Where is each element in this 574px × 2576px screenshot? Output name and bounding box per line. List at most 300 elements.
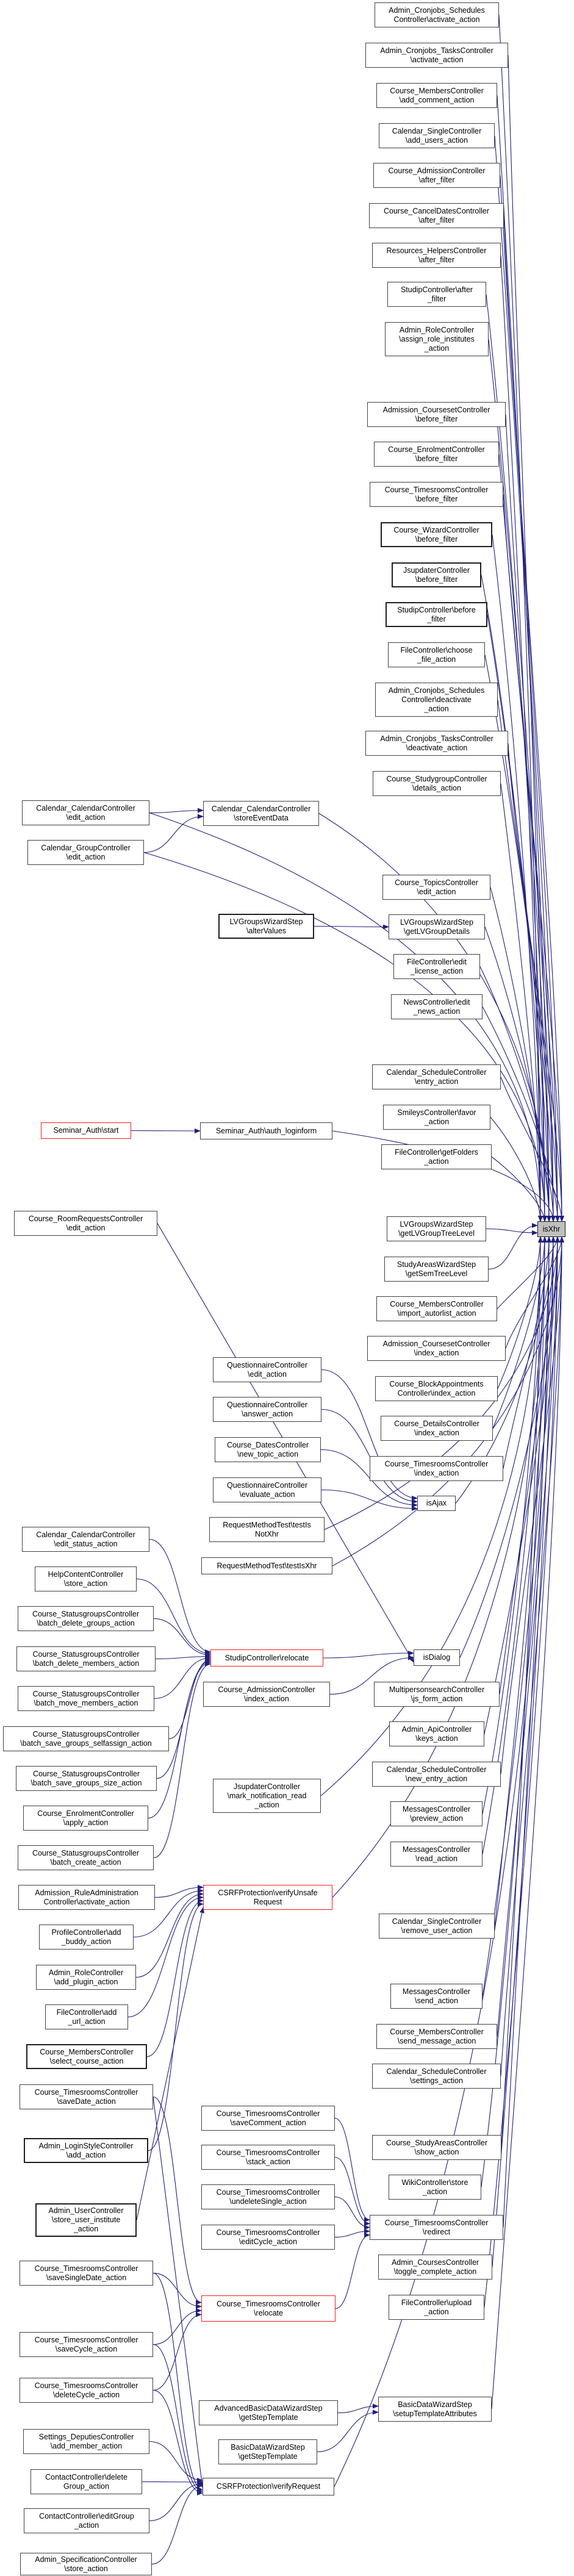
- node-label: HelpContentController: [48, 1570, 124, 1579]
- node-r43[interactable]: [372, 2135, 501, 2160]
- node-admin_user_store_inst[interactable]: [35, 2203, 137, 2237]
- edge-tt_savedate-to-csrf_verify: [153, 2097, 203, 2488]
- node-label: Group_action: [63, 2481, 110, 2491]
- node-label: \index_action: [414, 1348, 459, 1357]
- node-label: _url_action: [68, 2017, 106, 2026]
- node-r42[interactable]: [372, 2064, 501, 2089]
- node-r36[interactable]: [372, 1762, 501, 1787]
- node-label: Course_TimesroomsController: [34, 2264, 138, 2273]
- node-label: \before_filter: [415, 494, 458, 503]
- node-label: \alterValues: [246, 926, 287, 935]
- edge-batch_delete_members-to-studip_relocate: [156, 1657, 210, 1659]
- node-label: \setupTemplateAttributes: [393, 2409, 477, 2418]
- node-label: \saveComment_action: [230, 2118, 306, 2127]
- node-label: \add_member_action: [50, 2441, 123, 2450]
- node-label: Course_StatusgroupsController: [32, 1848, 140, 1857]
- edge-loginstyle_add-to-csrf_verify_unsafe: [148, 1904, 203, 2151]
- edge-q_evaluate-to-isajax: [321, 1490, 417, 1509]
- node-label: Course_StudygroupController: [386, 774, 487, 783]
- node-tt_savesingledate[interactable]: [20, 2261, 153, 2286]
- node-label: \store_action: [63, 1579, 108, 1588]
- node-label: \before_filter: [415, 534, 458, 544]
- node-label: Admin_Cronjobs_TasksController: [380, 734, 493, 743]
- node-label: Course_BlockAppointments: [389, 1379, 484, 1388]
- node-loginstyle_add[interactable]: [24, 2138, 148, 2163]
- node-label: Course_EnrolmentController: [388, 445, 485, 454]
- node-tt_savecomment[interactable]: [201, 2106, 335, 2131]
- node-label: \preview_action: [410, 1814, 463, 1823]
- node-label: \read_action: [415, 1854, 457, 1863]
- node-label: \batch_create_action: [50, 1857, 121, 1867]
- node-label: Calendar_ScheduleController: [386, 1067, 487, 1077]
- edge-r31-to-isxhr: [498, 1237, 540, 1389]
- node-members_select_course[interactable]: [26, 2044, 147, 2069]
- node-contact_editgroup[interactable]: [24, 2508, 149, 2533]
- node-label: \activate_action: [410, 55, 464, 64]
- node-r03[interactable]: [376, 83, 497, 108]
- node-label: Course_TopicsController: [395, 878, 478, 887]
- node-label: \deleteCycle_action: [52, 2390, 120, 2399]
- node-label: \select_course_action: [49, 2056, 124, 2065]
- node-label: \new_entry_action: [405, 1774, 468, 1783]
- node-enrolment_apply[interactable]: [23, 1806, 148, 1831]
- node-label: Admin_Cronjobs_Schedules: [388, 686, 485, 695]
- node-label: _action: [73, 2225, 99, 2233]
- edge-rule_admin_activate-to-csrf_verify_unsafe: [155, 1887, 203, 1898]
- node-label: NotXhr: [255, 1529, 279, 1538]
- node-label: Course_AdmissionController: [388, 166, 486, 175]
- node-label: isDialog: [423, 1653, 451, 1662]
- node-label: MessagesController: [402, 1987, 471, 1996]
- edge-tt_savecycle-to-csrf_verify: [153, 2345, 203, 2492]
- node-label: \new_topic_action: [237, 1449, 299, 1458]
- node-label: \send_action: [415, 1996, 458, 2005]
- node-label: \edit_action: [66, 813, 106, 822]
- node-label: \editCycle_action: [239, 2237, 298, 2246]
- node-label: BasicDataWizardStep: [398, 2400, 472, 2409]
- node-label: _action: [424, 1117, 450, 1126]
- node-label: FileController\edit: [407, 957, 467, 966]
- edge-tt_editcycle-to-r45: [335, 2231, 370, 2237]
- node-label: LVGroupsWizardStep: [229, 917, 303, 926]
- node-label: Calendar_GroupController: [41, 843, 131, 852]
- node-testisnotxhr[interactable]: [209, 1517, 325, 1542]
- edge-r45-to-isxhr: [503, 1237, 549, 2228]
- node-r13[interactable]: [381, 522, 492, 547]
- node-cal_group_edit[interactable]: [27, 840, 144, 865]
- node-label: \edit_action: [248, 1369, 287, 1379]
- node-label: \settings_action: [410, 2076, 463, 2085]
- node-r09[interactable]: [385, 322, 489, 356]
- node-q_evaluate[interactable]: [213, 1477, 321, 1502]
- node-label: \toggle_complete_action: [393, 2267, 477, 2276]
- node-tt_stack[interactable]: [201, 2145, 335, 2170]
- node-r16[interactable]: [388, 642, 485, 667]
- node-label: Admission_CoursesetController: [382, 1339, 490, 1348]
- node-r20[interactable]: [382, 875, 490, 900]
- node-label: \add_comment_action: [399, 95, 475, 104]
- edge-file_add_url-to-csrf_verify_unsafe: [128, 1898, 203, 2017]
- node-label: Course_TimesroomsController: [384, 1459, 489, 1468]
- node-label: Settings_DeputiesController: [38, 2432, 134, 2441]
- edge-tt_deletecycle-to-tt_relocate: [153, 2315, 201, 2391]
- node-label: ProfileController\add: [51, 1928, 121, 1937]
- node-tt_savedate[interactable]: [20, 2084, 153, 2109]
- node-label: _license_action: [410, 966, 464, 975]
- node-r15[interactable]: [386, 602, 487, 627]
- node-label: \getLVGroupTreeLevel: [398, 1229, 475, 1238]
- edge-tt_relocate-to-r45: [335, 2235, 370, 2309]
- node-label: \show_action: [414, 2147, 459, 2156]
- node-label: _action: [422, 2187, 448, 2196]
- node-label: isAjax: [426, 1499, 447, 1507]
- node-r25[interactable]: [383, 1105, 490, 1130]
- edge-tt_savecomment-to-r45: [335, 2119, 370, 2220]
- edge-r02-to-isxhr: [508, 56, 545, 1222]
- node-r33[interactable]: [370, 1456, 503, 1481]
- node-label: \index_action: [414, 1468, 459, 1477]
- node-label: \batch_move_members_action: [34, 1698, 138, 1707]
- node-label: JsupdaterController: [233, 1782, 301, 1791]
- node-tt_relocate[interactable]: [201, 2295, 335, 2322]
- node-batch_delete_groups[interactable]: [18, 1606, 154, 1631]
- node-label: Course_MembersController: [390, 2027, 484, 2036]
- node-rule_admin_activate[interactable]: [18, 1885, 155, 1910]
- node-r24[interactable]: [372, 1064, 501, 1089]
- node-r41[interactable]: [376, 2024, 497, 2049]
- node-label: \batch_delete_members_action: [32, 1659, 140, 1668]
- node-basic_getstep[interactable]: [218, 2439, 317, 2464]
- node-r35[interactable]: [389, 1721, 484, 1746]
- node-seminar_auth_start[interactable]: [41, 1122, 131, 1139]
- node-label: \send_message_action: [397, 2036, 476, 2045]
- node-label: Admin_Cronjobs_TasksController: [380, 46, 493, 55]
- edge-adv_getstep-to-r48: [338, 2406, 378, 2413]
- node-label: SmileysController\favor: [397, 1108, 476, 1117]
- node-label: NewsController\edit: [403, 997, 470, 1006]
- node-csrf_verify[interactable]: [203, 2478, 334, 2495]
- node-r26[interactable]: [381, 1144, 492, 1169]
- node-label: StudipController\relocate: [224, 1653, 309, 1662]
- node-isajax[interactable]: [417, 1496, 456, 1511]
- node-batch_save_selfassign[interactable]: [3, 1726, 169, 1751]
- node-course_admission_index[interactable]: [203, 1682, 330, 1707]
- node-label: FileController\choose: [400, 645, 473, 655]
- node-label: \after_filter: [418, 255, 455, 264]
- node-studip_relocate[interactable]: [210, 1649, 323, 1667]
- node-r04[interactable]: [379, 123, 495, 148]
- node-r37[interactable]: [390, 1801, 483, 1826]
- node-label: Course_WizardController: [393, 525, 479, 534]
- node-label: \batch_delete_groups_action: [37, 1618, 135, 1627]
- node-file_add_url[interactable]: [45, 2004, 128, 2029]
- edge-tt_savesingledate-to-tt_relocate: [153, 2273, 201, 2307]
- node-auth_loginform[interactable]: [200, 1122, 332, 1139]
- edge-r13-to-isxhr: [492, 535, 540, 1222]
- node-label: \remove_user_action: [401, 1926, 473, 1935]
- node-csrf_verify_unsafe[interactable]: [203, 1885, 332, 1910]
- node-label: Admin_Cronjobs_Schedules: [389, 5, 485, 15]
- node-altervalues[interactable]: [218, 914, 314, 939]
- node-label: Admin_UserController: [48, 2206, 124, 2215]
- node-label: Admin_SpecificationController: [35, 2555, 137, 2564]
- node-label: \evaluate_action: [239, 1490, 295, 1499]
- node-label: \edit_action: [66, 1223, 106, 1232]
- node-label: \import_autorlist_action: [397, 1308, 476, 1318]
- node-label: Calendar_CalendarController: [211, 804, 311, 813]
- node-batch_save_size[interactable]: [16, 1766, 157, 1791]
- node-label: Course_TimesroomsController: [384, 485, 489, 494]
- node-label: Seminar_Auth\start: [53, 1126, 119, 1135]
- node-label: Course_StatusgroupsController: [32, 1729, 140, 1738]
- node-profile_add_buddy[interactable]: [39, 1925, 134, 1950]
- node-label: Course_MembersController: [390, 1299, 484, 1308]
- node-r22[interactable]: [393, 954, 480, 979]
- node-label: \redirect: [422, 2227, 451, 2236]
- node-label: QuestionnaireController: [226, 1400, 307, 1409]
- node-cal_cal_edit[interactable]: [22, 800, 149, 825]
- node-label: FileController\add: [56, 2007, 117, 2017]
- node-label: _file_action: [417, 655, 456, 664]
- node-r07[interactable]: [372, 243, 501, 268]
- node-label: \details_action: [412, 783, 461, 792]
- node-r38[interactable]: [390, 1842, 483, 1867]
- node-label: isXhr: [542, 1224, 561, 1233]
- node-label: \apply_action: [63, 1818, 109, 1827]
- node-label: _action: [424, 1157, 449, 1166]
- edge-contact_editgroup-to-csrf_verify: [149, 2484, 203, 2521]
- node-label: Course_TimesroomsController: [34, 2087, 138, 2097]
- node-label: \add_action: [66, 2150, 106, 2159]
- node-label: Course_CancelDatesController: [384, 206, 489, 215]
- node-r45[interactable]: [370, 2215, 503, 2240]
- node-r10[interactable]: [367, 402, 506, 427]
- node-label: \after_filter: [418, 175, 455, 184]
- node-r21[interactable]: [389, 914, 485, 939]
- node-label: Calendar_ScheduleController: [386, 2067, 487, 2076]
- node-label: Admission_CoursesetController: [382, 405, 490, 414]
- node-batch_delete_members[interactable]: [16, 1646, 156, 1671]
- node-label: \edit_status_action: [54, 1539, 118, 1548]
- node-label: MultipersonsearchController: [389, 1685, 485, 1694]
- node-label: \index_action: [414, 1428, 459, 1437]
- node-dates_new_topic[interactable]: [215, 1437, 321, 1462]
- node-label: Course_TimesroomsController: [34, 2335, 138, 2344]
- node-contact_deletegroup[interactable]: [30, 2469, 142, 2494]
- node-label: _action: [424, 2307, 449, 2316]
- node-label: MessagesController: [402, 1804, 471, 1814]
- node-adv_getstep[interactable]: [199, 2400, 338, 2425]
- node-label: BasicDataWizardStep: [231, 2442, 305, 2452]
- node-isdialog[interactable]: [414, 1649, 460, 1666]
- node-label: \batch_save_groups_size_action: [30, 1778, 142, 1787]
- node-label: JsupdaterController: [403, 565, 470, 575]
- node-batch_move_members[interactable]: [18, 1686, 154, 1711]
- node-label: CSRFProtection\verifyUnsafe: [218, 1888, 318, 1897]
- node-label: Course_StatusgroupsController: [32, 1609, 140, 1618]
- node-r44[interactable]: [389, 2175, 481, 2200]
- node-r40[interactable]: [390, 1984, 483, 2009]
- edge-r14-to-isxhr: [481, 575, 545, 1222]
- node-label: _filter: [427, 294, 447, 303]
- edge-tt_deletecycle-to-csrf_verify: [153, 2391, 203, 2494]
- node-label: \undeleteSingle_action: [229, 2197, 307, 2206]
- node-label: ContactController\editGroup: [39, 2511, 134, 2520]
- node-label: FileController\upload: [401, 2298, 472, 2307]
- node-label: Request: [253, 1897, 282, 1906]
- node-label: \edit_action: [417, 887, 456, 896]
- node-label: Calendar_CalendarController: [36, 803, 135, 813]
- node-r29[interactable]: [376, 1296, 497, 1321]
- node-label: Course_StatusgroupsController: [32, 1689, 140, 1698]
- node-label: Seminar_Auth\auth_loginform: [215, 1126, 317, 1135]
- node-label: Resources_HelpersController: [386, 246, 487, 255]
- node-label: RequestMethodTest\testIsXhr: [217, 1561, 317, 1570]
- node-label: \entry_action: [414, 1077, 459, 1086]
- node-label: _news_action: [413, 1006, 461, 1016]
- edge-cal_group_edit-to-storeeventdata: [144, 817, 203, 853]
- node-r32[interactable]: [381, 1416, 493, 1441]
- edge-tt_undelete-to-r45: [335, 2197, 370, 2228]
- node-r12[interactable]: [370, 482, 503, 507]
- node-r19[interactable]: [373, 771, 501, 796]
- node-label: \edit_action: [66, 852, 106, 861]
- node-label: \assign_role_institutes: [399, 334, 475, 343]
- node-label: Admin_CoursesController: [391, 2258, 479, 2267]
- node-label: Course_MembersController: [40, 2047, 134, 2056]
- node-tt_undelete[interactable]: [201, 2184, 335, 2209]
- node-label: Course_TimesroomsController: [216, 2109, 320, 2118]
- node-label: _action: [424, 343, 450, 353]
- node-label: _action: [74, 2520, 99, 2530]
- node-r48[interactable]: [378, 2397, 492, 2422]
- edge-r05-to-isxhr: [500, 176, 558, 1222]
- node-r34[interactable]: [374, 1682, 500, 1707]
- node-r02[interactable]: [365, 43, 508, 68]
- node-label: Course_TimesroomsController: [216, 2187, 320, 2197]
- node-r30[interactable]: [367, 1336, 506, 1361]
- node-deputies_add_member[interactable]: [23, 2429, 149, 2454]
- node-label: Course_MembersController: [390, 86, 484, 95]
- node-isxhr[interactable]: [537, 1221, 565, 1237]
- node-jsupdater_mark[interactable]: [213, 1779, 321, 1813]
- node-label: Calendar_SingleController: [392, 1917, 482, 1926]
- edge-batch_delete_groups-to-studip_relocate: [154, 1619, 210, 1656]
- edge-r36-to-isxhr: [501, 1237, 562, 1774]
- node-label: CSRFProtection\verifyRequest: [216, 2482, 321, 2491]
- node-cal_edit_status[interactable]: [22, 1527, 149, 1552]
- node-label: \after_filter: [418, 215, 455, 224]
- node-label: Course_TimesroomsController: [217, 2299, 320, 2308]
- node-q_edit[interactable]: [213, 1357, 321, 1382]
- edge-cal_cal_edit-to-storeeventdata: [149, 811, 203, 813]
- node-label: Admin_RoleController: [399, 325, 475, 334]
- node-label: _filter: [427, 614, 446, 623]
- node-r27[interactable]: [387, 1216, 486, 1241]
- node-r14[interactable]: [392, 562, 481, 587]
- edge-r27-to-isxhr: [486, 1229, 537, 1233]
- node-label: _action: [254, 1800, 279, 1809]
- node-label: Controller\activate_action: [43, 1897, 130, 1906]
- node-r23[interactable]: [391, 994, 483, 1019]
- node-label: StudyAreasWizardStep: [396, 1260, 476, 1269]
- node-r31[interactable]: [375, 1376, 498, 1401]
- node-label: QuestionnaireController: [226, 1360, 307, 1369]
- edge-batch_create-to-studip_relocate: [154, 1664, 210, 1858]
- node-r05[interactable]: [373, 163, 500, 188]
- node-label: \mark_notification_read: [227, 1791, 307, 1800]
- node-label: Calendar_ScheduleController: [386, 1765, 487, 1774]
- node-r47[interactable]: [389, 2295, 484, 2320]
- node-label: ContactController\delete: [45, 2472, 127, 2481]
- node-helpcontent_store[interactable]: [35, 1566, 137, 1591]
- edge-seminar_auth_start-to-auth_loginform: [131, 1131, 200, 1132]
- node-r06[interactable]: [369, 203, 504, 228]
- node-r17[interactable]: [375, 683, 498, 717]
- node-label: Course_TimesroomsController: [384, 2218, 489, 2227]
- node-tt_deletecycle[interactable]: [20, 2378, 153, 2403]
- node-label: Controller\activate_action: [393, 15, 480, 24]
- node-label: \keys_action: [415, 1734, 458, 1743]
- node-admin_spec_store[interactable]: [20, 2553, 152, 2575]
- node-label: FileController\getFolders: [395, 1147, 478, 1157]
- edge-batch_move_members-to-studip_relocate: [154, 1658, 210, 1699]
- node-r28[interactable]: [384, 1257, 489, 1282]
- node-tt_editcycle[interactable]: [201, 2225, 335, 2250]
- node-r46[interactable]: [378, 2255, 492, 2280]
- node-label: Calendar_SingleController: [392, 126, 482, 135]
- node-storeeventdata[interactable]: [203, 801, 319, 826]
- node-label: \answer_action: [241, 1409, 293, 1418]
- node-label: Controller\deactivate: [401, 695, 472, 704]
- node-label: Course_RoomRequestsController: [28, 1214, 143, 1223]
- node-label: Course_TimesroomsController: [216, 2228, 320, 2237]
- node-label: \store_action: [64, 2564, 108, 2573]
- node-label: Course_StatusgroupsController: [32, 1649, 140, 1659]
- node-label: StudipController\before: [397, 605, 476, 614]
- node-label: Course_AdmissionController: [218, 1685, 315, 1694]
- node-label: Course_TimesroomsController: [216, 2148, 320, 2157]
- node-label: \getLVGroupDetails: [403, 927, 470, 936]
- node-r08[interactable]: [387, 282, 486, 307]
- edge-r34-to-isxhr: [500, 1237, 553, 1695]
- node-label: WikiController\store: [401, 2178, 468, 2187]
- node-r18[interactable]: [365, 731, 508, 756]
- node-label: \batch_save_groups_selfassign_action: [20, 1738, 152, 1748]
- node-r01[interactable]: [375, 2, 499, 27]
- node-tt_savecycle[interactable]: [20, 2332, 153, 2357]
- node-label: \store_user_institute: [51, 2215, 121, 2224]
- edge-studip_relocate-to-isdialog: [323, 1653, 414, 1658]
- node-label: \before_filter: [415, 575, 458, 584]
- node-r39[interactable]: [379, 1914, 495, 1939]
- edge-r28-to-isxhr: [489, 1225, 537, 1269]
- node-testisxhr[interactable]: [201, 1557, 332, 1574]
- node-label: AdvancedBasicDataWizardStep: [214, 2403, 323, 2413]
- node-label: MessagesController: [402, 1845, 471, 1854]
- node-role_add_plugin[interactable]: [36, 1965, 136, 1990]
- node-q_answer[interactable]: [213, 1397, 321, 1422]
- node-roomrequests_edit[interactable]: [14, 1211, 157, 1236]
- edge-contact_deletegroup-to-csrf_verify: [142, 2482, 203, 2483]
- node-label: Course_StatusgroupsController: [32, 1769, 140, 1778]
- edge-deputies_add_member-to-csrf_verify: [149, 2442, 203, 2481]
- node-batch_create[interactable]: [18, 1845, 154, 1870]
- node-label: LVGroupsWizardStep: [400, 1219, 473, 1229]
- node-r11[interactable]: [374, 442, 499, 467]
- node-label: Calendar_CalendarController: [36, 1530, 135, 1539]
- node-label: \js_form_action: [411, 1694, 463, 1703]
